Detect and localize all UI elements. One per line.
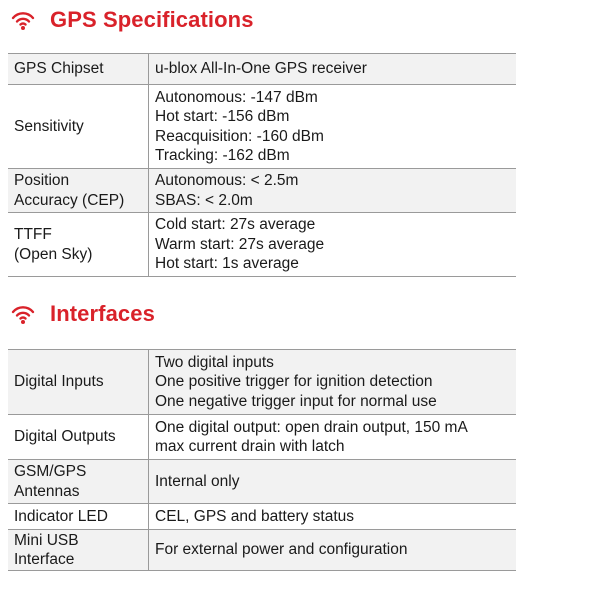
row-value bbox=[149, 54, 517, 85]
table-row bbox=[8, 504, 516, 530]
row-value-line: max current drain with latch bbox=[155, 438, 345, 455]
row-value-line: Autonomous: < 2.5m bbox=[155, 172, 299, 189]
row-value-line: One negative trigger input for normal use bbox=[155, 392, 437, 410]
row-value bbox=[149, 460, 517, 504]
table-row bbox=[8, 460, 516, 504]
row-value-line: Hot start: 1s average bbox=[155, 255, 299, 273]
table-row bbox=[8, 530, 516, 571]
interfaces-header bbox=[0, 297, 155, 331]
row-label-line: Digital Inputs bbox=[14, 373, 104, 391]
row-value bbox=[149, 504, 517, 530]
table-row bbox=[8, 213, 516, 277]
table-row bbox=[8, 415, 516, 460]
row-value bbox=[149, 85, 517, 169]
section-title: Interfaces bbox=[50, 301, 155, 326]
section-title: GPS Specifications bbox=[50, 7, 254, 32]
row-value-line: SBAS: < 2.0m bbox=[155, 191, 253, 209]
row-label bbox=[8, 54, 149, 85]
row-value-line: Autonomous: -147 dBm bbox=[155, 88, 318, 106]
row-label-line: (Open Sky) bbox=[14, 245, 93, 263]
row-value-line: Two digital inputs bbox=[155, 353, 274, 371]
row-label-line: GPS Chipset bbox=[14, 60, 104, 78]
row-label-line: Digital Outputs bbox=[14, 428, 116, 446]
signal-waves-icon bbox=[10, 301, 36, 327]
row-value-line: Cold start: 27s average bbox=[155, 216, 316, 234]
row-value-line: For external power and configuration bbox=[155, 541, 408, 559]
row-value-line: Tracking: -162 dBm bbox=[155, 147, 290, 164]
table-row bbox=[8, 169, 516, 213]
row-label bbox=[8, 85, 149, 169]
row-label bbox=[8, 415, 149, 460]
row-label bbox=[8, 213, 149, 277]
row-value-line: Hot start: -156 dBm bbox=[155, 108, 290, 125]
row-value-line: One positive trigger for ignition detection bbox=[155, 373, 433, 391]
table-row bbox=[8, 54, 516, 85]
interfaces-table bbox=[8, 349, 516, 571]
row-label bbox=[8, 350, 149, 415]
signal-waves-icon bbox=[10, 7, 36, 33]
row-label-line: Interface bbox=[14, 551, 75, 568]
row-label-line: Antennas bbox=[14, 482, 80, 500]
row-label-line: TTFF bbox=[14, 226, 52, 243]
row-value-line: One digital output: open drain output, 150 mA bbox=[155, 418, 468, 436]
row-label-line: Mini USB bbox=[14, 531, 79, 549]
row-value-line: Reacquisition: -160 dBm bbox=[155, 127, 324, 145]
row-label bbox=[8, 530, 149, 571]
table-row bbox=[8, 85, 516, 169]
row-value bbox=[149, 213, 517, 277]
row-value bbox=[149, 415, 517, 460]
gps-specifications-header bbox=[0, 3, 254, 37]
row-value-line: u-blox All-In-One GPS receiver bbox=[155, 60, 367, 78]
row-label-line: Indicator LED bbox=[14, 507, 108, 525]
row-label bbox=[8, 460, 149, 504]
row-value bbox=[149, 350, 517, 415]
table-row bbox=[8, 350, 516, 415]
row-label-line: Sensitivity bbox=[14, 117, 84, 135]
row-value-line: Warm start: 27s average bbox=[155, 235, 325, 253]
row-value bbox=[149, 530, 517, 571]
row-value bbox=[149, 169, 517, 213]
row-label-line: GSM/GPS bbox=[14, 463, 87, 480]
row-label bbox=[8, 169, 149, 213]
row-label-line: Accuracy (CEP) bbox=[14, 191, 125, 209]
gps-specifications-table bbox=[8, 53, 516, 277]
row-value-line: Internal only bbox=[155, 472, 240, 490]
row-label-line: Position bbox=[14, 172, 70, 189]
row-label bbox=[8, 504, 149, 530]
row-value-line: CEL, GPS and battery status bbox=[155, 507, 355, 525]
